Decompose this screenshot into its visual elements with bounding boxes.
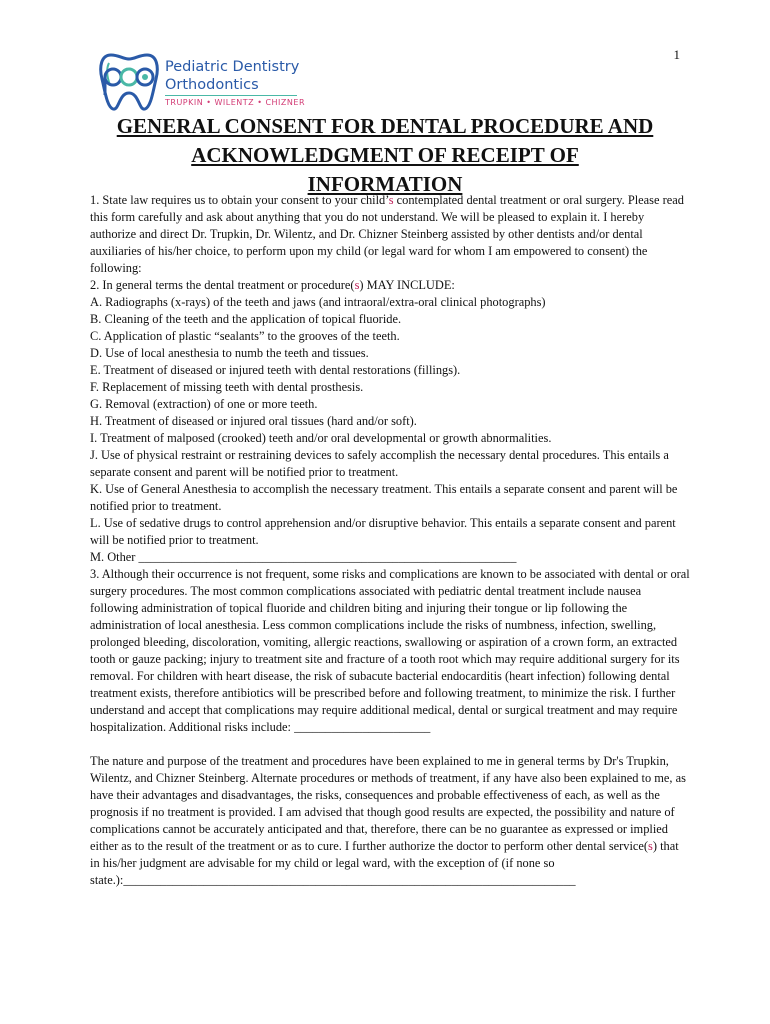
list-item-l: L. Use of sedative drugs to control apprehension and/or disruptive behavior. This entails a separate consent and parent will be notified prior to treatment. [90, 516, 676, 547]
title-line3: INFORMATION [307, 172, 463, 196]
tooth-logo-icon [97, 47, 161, 113]
brand-divider [165, 95, 297, 96]
title-line1: GENERAL CONSENT FOR DENTAL PROCEDURE AND [116, 114, 654, 138]
list-item-j: J. Use of physical restraint or restraining devices to safely accomplish the necessary dental procedures. This entails a separate consent and parent will be notified prior to treatment. [90, 448, 669, 479]
list-item-i: I. Treatment of malposed (crooked) teeth and/or oral developmental or growth abnormalities. [90, 431, 552, 445]
list-item-c: C. Application of plastic “sealants” to the grooves of the teeth. [90, 329, 400, 343]
document-title [80, 112, 690, 199]
brand-doctors: TRUPKIN • WILENTZ • CHIZNER [165, 98, 305, 107]
paragraph-1 [90, 192, 690, 277]
paragraph-1-text-b: contemplated dental treatment or oral surgery. Please read this form carefully and ask about anything that you do not understand. We will be pleased to explain it. I hereby authorize and direct Dr. Trupkin, Dr. Wilentz, and Dr. Chizner Steinberg assisted by other dentists and/or dental auxiliaries of his/her choice, to perform upon my child (or legal ward for whom I am empowered to consent) the following: [90, 193, 684, 275]
practice-logo [97, 47, 317, 113]
list-item-a: A. Radiographs (x-rays) of the teeth and jaws (and intraoral/extra-oral clinical photographs) [90, 295, 546, 309]
paragraph-4-text-b: ) that in his/her judgment are advisable for my child or legal ward, with the exception of (if none so state.):_________________________________________________________________________ [90, 839, 679, 887]
list-item-b: B. Cleaning of the teeth and the application of topical fluoride. [90, 312, 402, 326]
list-item-e: E. Treatment of diseased or injured teeth with dental restorations (fillings). [90, 363, 461, 377]
paragraph-1-highlight: s [388, 193, 394, 207]
list-item-k: K. Use of General Anesthesia to accomplish the necessary treatment. This entails a separate consent and parent will be notified prior to treatment. [90, 482, 678, 513]
paragraph-2-text-a: 2. In general terms the dental treatment or procedure( [90, 278, 355, 292]
brand-name-line2: Orthodontics [165, 77, 259, 93]
title-line2: ACKNOWLEDGMENT OF RECEIPT OF [191, 143, 579, 167]
list-item-h: H. Treatment of diseased or injured oral tissues (hard and/or soft). [90, 414, 417, 428]
paragraph-4-highlight: s [648, 839, 653, 853]
paragraph-4 [90, 753, 690, 889]
consent-body [90, 192, 690, 889]
list-item-m: M. Other _____________________________________________________________ [90, 550, 517, 564]
paragraph-3: 3. Although their occurrence is not frequent, some risks and complications are known to be associated with dental or oral surgery procedures. The most common complications associated with pediatric dental treatment include nausea following administration of topical fluoride and children biting and injuring their tongue or lip following the administration of local anesthesia. Less common complications include the risks of numbness, infection, swelling, prolonged bleeding, discoloration, vomiting, allergic reactions, swallowing or aspiration of a crown form, an extracted tooth or gauze packing; injury to treatment site and fracture of a tooth root which may require additional surgery for its removal. For children with heart disease, the risk of subacute bacterial endocarditis (heart infection) following dental treatment exists, therefore antibiotics will be prescribed before and following treatment, to minimize the risk. I further understand and accept that complications may require additional medical, dental or surgical treatment and may require hospitalization. Additional risks include: ______________________ [90, 567, 690, 734]
brand-name-line1: Pediatric Dentistry [165, 59, 300, 75]
paragraph-2 [90, 277, 690, 294]
list-item-f: F. Replacement of missing teeth with dental prosthesis. [90, 380, 364, 394]
paragraph-2-highlight: s [354, 278, 360, 292]
list-item-d: D. Use of local anesthesia to numb the teeth and tissues. [90, 346, 369, 360]
paragraph-4-text-a: The nature and purpose of the treatment and procedures have been explained to me in general terms by Dr's Trupkin, Wilentz, and Chizner Steinberg. Alternate procedures or methods of treatment, if any have also been explained to me, as have their advantages and disadvantages, the risks, consequences and probable effectiveness of each, as well as the prognosis if no treatment is provided. I am advised that though good results are expected, the possibility and nature of complications cannot be accurately anticipated and that, therefore, there can be no guarantee as expressed or implied either as to the result of the treatment or as to cure. I further authorize the doctor to perform other dental service( [90, 754, 686, 853]
page-number: 1 [673, 47, 680, 62]
paragraph-1-text-a: 1. State law requires us to obtain your consent to your child’ [90, 193, 389, 207]
paragraph-2-text-b: ) MAY INCLUDE: [359, 278, 455, 292]
paragraph-gap [90, 736, 690, 753]
list-item-g: G. Removal (extraction) of one or more teeth. [90, 397, 318, 411]
